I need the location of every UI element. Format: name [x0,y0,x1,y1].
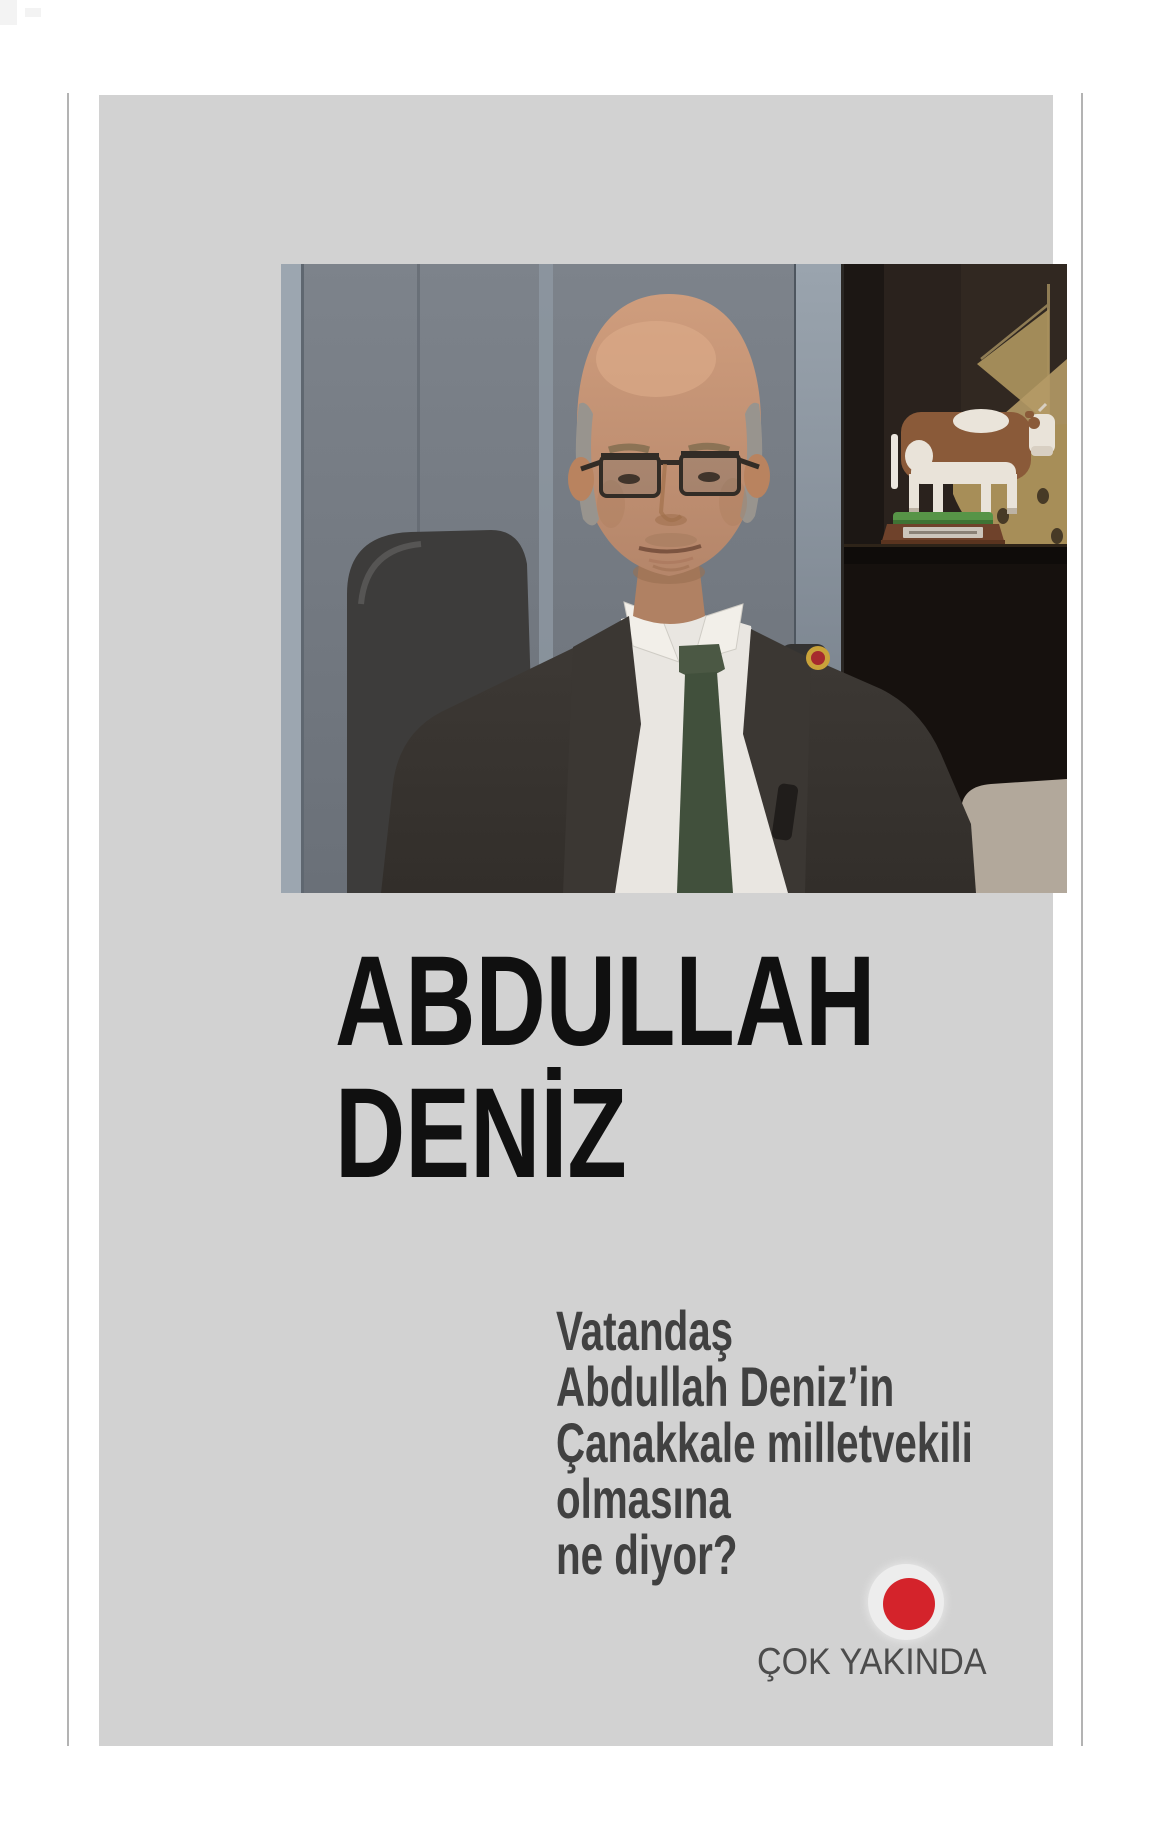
question-line: Çanakkale milletvekili [556,1411,973,1474]
left-rule [67,93,69,1746]
question-line: ne diyor? [556,1523,738,1586]
coming-soon-label: ÇOK YAKINDA [757,1641,987,1682]
eyebrow-right [689,446,729,450]
question-line: Abdullah Deniz’in [556,1355,895,1418]
armchair [961,779,1067,893]
question-line: Vatandaş [556,1299,734,1362]
corner-artifact [25,8,41,17]
question-text [556,1299,973,1586]
eyebrow-left [609,447,649,450]
eye-left [618,474,640,484]
title-line-1: ABDULLAH [335,930,876,1073]
corner-artifact [0,0,17,25]
poster-card [99,95,1053,1746]
record-dot-icon [883,1578,935,1630]
title-line-2: DENİZ [335,1062,627,1205]
right-rule [1081,93,1083,1746]
eye-right [698,472,720,482]
poster-title [335,930,876,1205]
tie-knot [679,644,725,677]
portrait-photo [281,264,1067,893]
question-line: olmasına [556,1467,731,1530]
